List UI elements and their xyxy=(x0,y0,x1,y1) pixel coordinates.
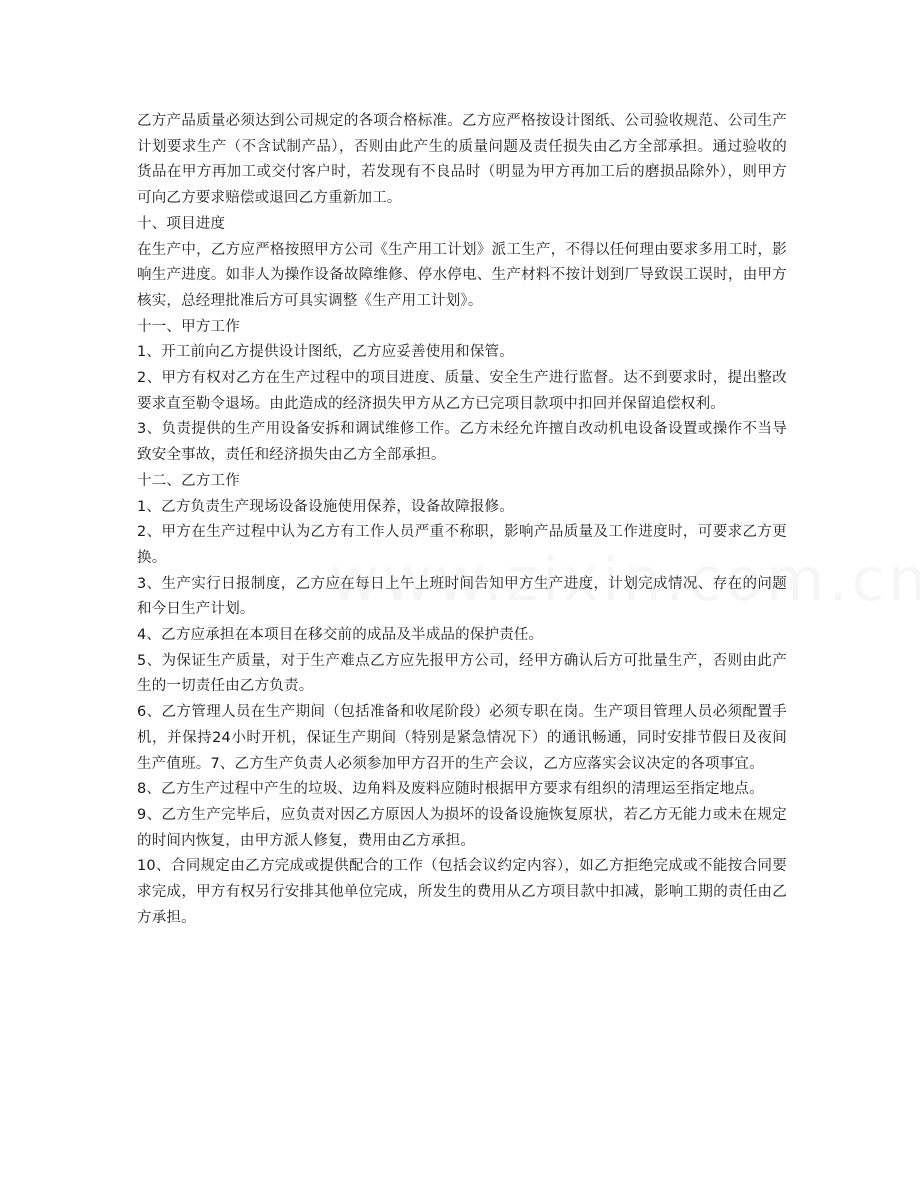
party-b-item-5: 5、为保证生产质量，对于生产难点乙方应先报甲方公司，经甲方确认后方可批量生产，否则由此产生的一切责任由乙方负责。 xyxy=(137,652,787,695)
party-b-item-2: 2、甲方在生产过程中认为乙方有工作人员严重不称职，影响产品质量及工作进度时，可要求乙方更换。 xyxy=(137,524,787,566)
party-a-item-1: 1、开工前向乙方提供设计图纸，乙方应妥善使用和保管。 xyxy=(137,344,514,361)
party-b-item-3: 3、生产实行日报制度，乙方应在每日上午上班时间告知甲方生产进度，计划完成情况、存在的问题和今日生产计划。 xyxy=(137,575,787,618)
progress-paragraph: 在生产中，乙方应严格按照甲方公司《生产用工计划》派工生产，不得以任何理由要求多用工时，影响生产进度。如非人为操作设备故障维修、停水停电、生产材料不按计划到厂导致误工误时，由甲方核实，总经理批准后方可具实调整《生产用工计划》。 xyxy=(137,241,787,309)
section-heading-party-a: 十一、甲方工作 xyxy=(137,318,240,335)
party-b-item-1: 1、乙方负责生产现场设备设施使用保养，设备故障报修。 xyxy=(137,498,514,515)
party-b-item-4: 4、乙方应承担在本项目在移交前的成品及半成品的保护责任。 xyxy=(137,627,544,644)
party-b-item-10: 10、合同规定由乙方完成或提供配合的工作（包括会议约定内容），如乙方拒绝完成或不能按合同要求完成，甲方有权另行安排其他单位完成，所发生的费用从乙方项目款中扣减，影响工期的责任由乙方承担。 xyxy=(137,858,787,926)
party-a-item-3: 3、负责提供的生产用设备安拆和调试维修工作。乙方未经允许擅自改动机电设备设置或操作不当导致安全事故，责任和经济损失由乙方全部承担。 xyxy=(137,421,787,464)
party-a-item-2: 2、甲方有权对乙方在生产过程中的项目进度、质量、安全生产进行监督。达不到要求时，提出整改要求直至勒令退场。由此造成的经济损失甲方从乙方已完项目款项中扣回并保留追偿权利。 xyxy=(137,370,787,412)
section-heading-progress: 十、项目进度 xyxy=(137,215,226,232)
party-b-item-8: 8、乙方生产过程中产生的垃圾、边角料及废料应随时根据甲方要求有组织的清理运至指定地点。 xyxy=(137,781,764,798)
document-body xyxy=(137,109,787,932)
party-b-item-9: 9、乙方生产完毕后，应负责对因乙方原因人为损坏的设备设施恢复原状，若乙方无能力或未在规定的时间内恢复，由甲方派人修复，费用由乙方承担。 xyxy=(137,806,787,849)
quality-paragraph: 乙方产品质量必须达到公司规定的各项合格标准。乙方应严格按设计图纸、公司验收规范、公司生产计划要求生产（不含试制产品），否则由此产生的质量问题及责任损失由乙方全部承担。通过验收的货品在甲方再加工或交付客户时，若发现有不良品时（明显为甲方再加工后的磨损品除外），则甲方可向乙方要求赔偿或退回乙方重新加工。 xyxy=(137,113,787,207)
section-heading-party-b: 十二、乙方工作 xyxy=(137,472,240,489)
party-b-item-6: 6、乙方管理人员在生产期间（包括准备和收尾阶段）必须专职在岗。生产项目管理人员必须配置手机，并保持24小时开机，保证生产期间（特别是紧急情况下）的通讯畅通，同时安排节假日及夜间生产值班。7、乙方生产负责人必须参加甲方召开的生产会议，乙方应落实会议决定的各项事宜。 xyxy=(137,704,787,772)
